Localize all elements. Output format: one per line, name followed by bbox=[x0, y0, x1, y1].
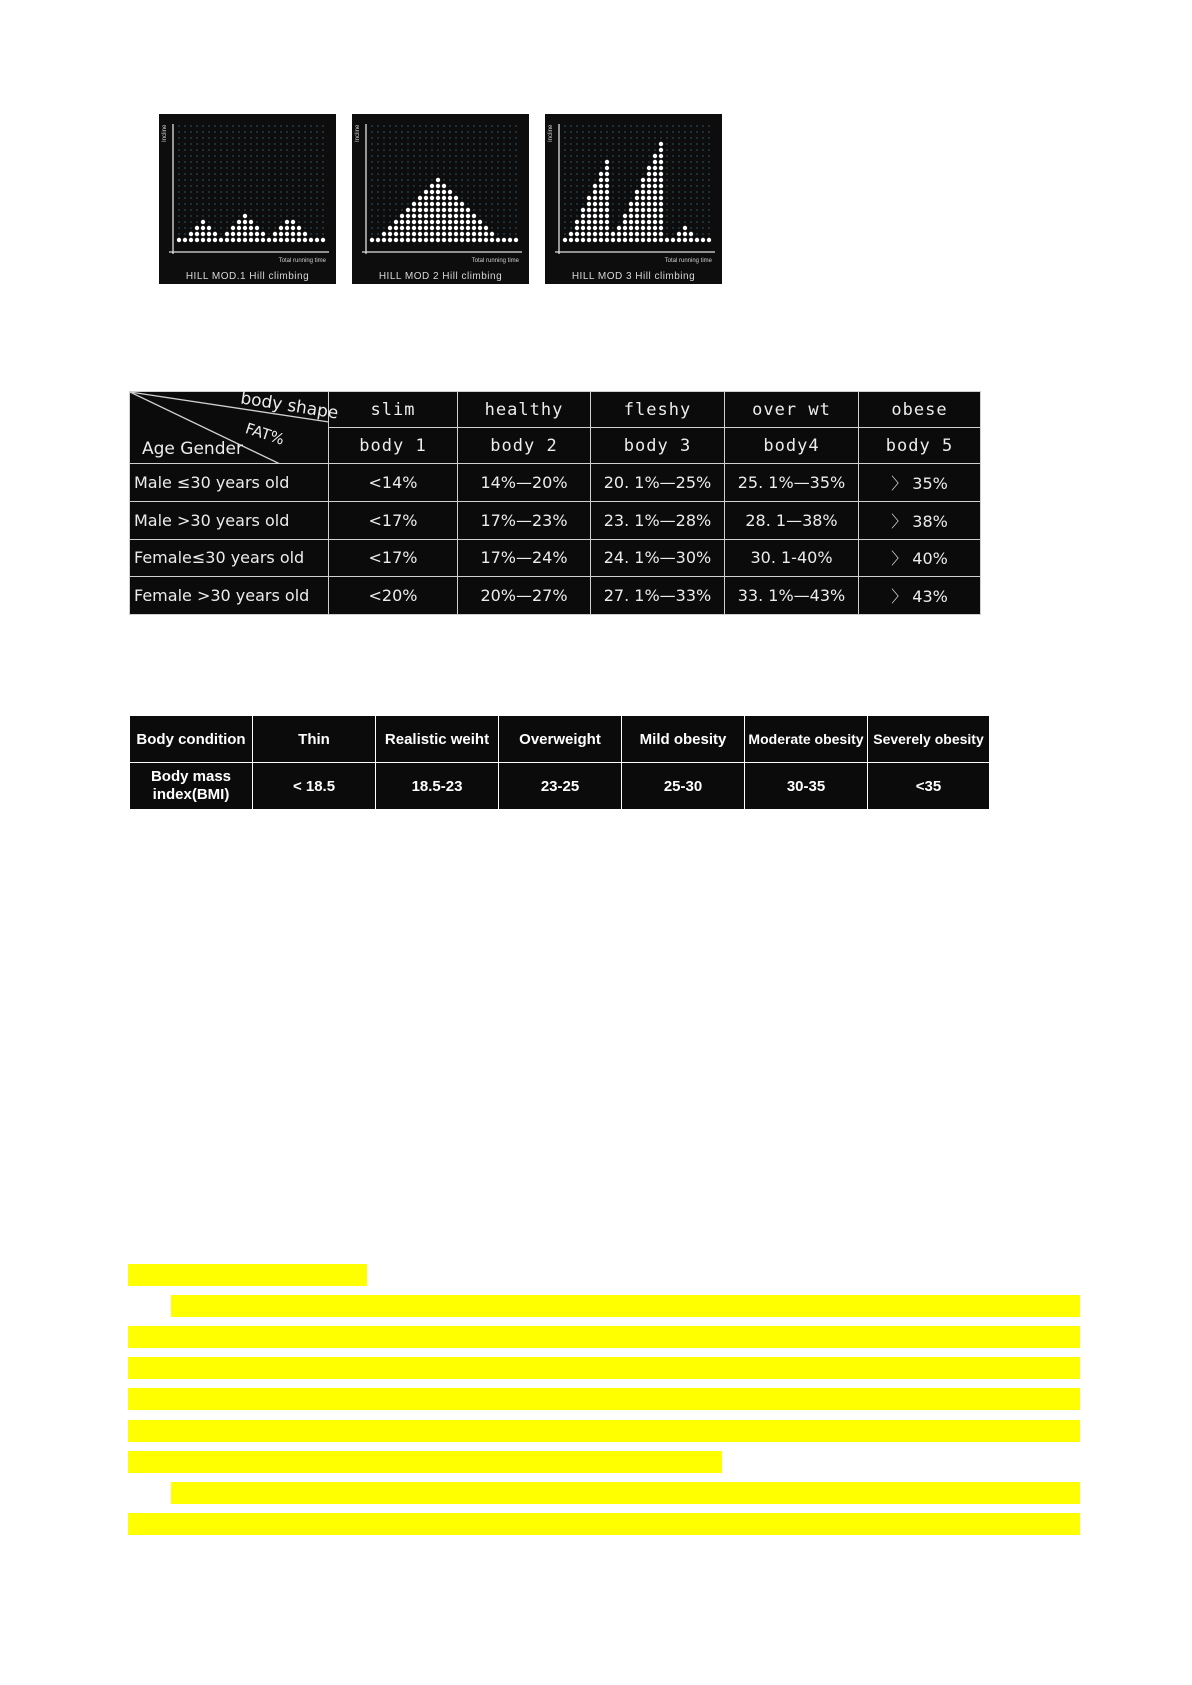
age-gender-label: Age Gender bbox=[142, 439, 243, 459]
fat-cell: 20%—27% bbox=[458, 577, 591, 615]
highlight-line bbox=[128, 1420, 1080, 1442]
fat-cell: 〉 38% bbox=[859, 501, 981, 539]
highlight-line bbox=[128, 1326, 1080, 1348]
bmi-value: <35 bbox=[868, 763, 990, 810]
fat-cell: 17%—24% bbox=[458, 539, 591, 577]
bmi-table bbox=[129, 715, 990, 810]
hill-mode-caption: HILL MOD 2 Hill climbing bbox=[378, 271, 503, 282]
row-label: Female >30 years old bbox=[130, 577, 329, 615]
fat-cell: 〉 35% bbox=[859, 464, 981, 502]
shape-header: slim bbox=[329, 392, 458, 428]
fat-cell: 25. 1%—35% bbox=[725, 464, 859, 502]
body-header: body4 bbox=[725, 428, 859, 464]
table-row bbox=[130, 464, 981, 502]
row-label: Male ≤30 years old bbox=[130, 464, 329, 502]
body-header: body 3 bbox=[591, 428, 725, 464]
y-axis-label: Incline bbox=[162, 124, 168, 142]
body-header: body 2 bbox=[458, 428, 591, 464]
fat-cell: <14% bbox=[329, 464, 458, 502]
fat-cell: 23. 1%—28% bbox=[591, 501, 725, 539]
table-corner-cell bbox=[130, 388, 340, 464]
shape-header: obese bbox=[859, 392, 981, 428]
highlight-line bbox=[128, 1357, 1080, 1379]
bmi-row-label: Body mass index(BMI) bbox=[130, 763, 253, 810]
bmi-value: 25-30 bbox=[622, 763, 745, 810]
hill-mode-caption: HILL MOD 3 Hill climbing bbox=[571, 271, 696, 282]
table-row bbox=[130, 539, 981, 577]
fat-cell: 14%—20% bbox=[458, 464, 591, 502]
bmi-value: < 18.5 bbox=[253, 763, 376, 810]
shape-header: over wt bbox=[725, 392, 859, 428]
hill-mode-2-chart bbox=[352, 114, 529, 264]
highlight-line bbox=[128, 1388, 1080, 1410]
x-axis-label: Total running time bbox=[278, 258, 326, 264]
highlight-line bbox=[128, 1264, 367, 1286]
table-row bbox=[130, 577, 981, 615]
fat-cell: <17% bbox=[329, 501, 458, 539]
fat-cell: 24. 1%—30% bbox=[591, 539, 725, 577]
body-fat-table bbox=[129, 388, 981, 615]
fat-cell: 33. 1%—43% bbox=[725, 577, 859, 615]
condition-header: Realistic weiht bbox=[376, 716, 499, 763]
x-axis-label: Total running time bbox=[471, 258, 519, 264]
fat-cell: 27. 1%—33% bbox=[591, 577, 725, 615]
hill-mode-3-chart bbox=[545, 114, 722, 264]
highlight-line bbox=[128, 1451, 722, 1473]
fat-cell: <20% bbox=[329, 577, 458, 615]
highlight-line bbox=[171, 1295, 1080, 1317]
highlight-line bbox=[171, 1482, 1080, 1504]
bmi-value: 18.5-23 bbox=[376, 763, 499, 810]
y-axis-label: Incline bbox=[548, 124, 554, 142]
condition-header: Severely obesity bbox=[868, 716, 990, 763]
condition-header: Mild obesity bbox=[622, 716, 745, 763]
fat-cell: 17%—23% bbox=[458, 501, 591, 539]
body-header: body 5 bbox=[859, 428, 981, 464]
row-label: Female≤30 years old bbox=[130, 539, 329, 577]
shape-header: fleshy bbox=[591, 392, 725, 428]
hill-mode-2-panel bbox=[352, 114, 529, 284]
fat-cell: 30. 1-40% bbox=[725, 539, 859, 577]
body-shape-label: body shape bbox=[239, 388, 340, 424]
fat-cell: <17% bbox=[329, 539, 458, 577]
condition-header: Overweight bbox=[499, 716, 622, 763]
table-row bbox=[130, 501, 981, 539]
condition-header: Moderate obesity bbox=[745, 716, 868, 763]
hill-mode-caption: HILL MOD.1 Hill climbing bbox=[185, 271, 310, 282]
shape-header: healthy bbox=[458, 392, 591, 428]
fat-cell: 20. 1%—25% bbox=[591, 464, 725, 502]
condition-header: Thin bbox=[253, 716, 376, 763]
x-axis-label: Total running time bbox=[664, 258, 712, 264]
highlight-line bbox=[128, 1513, 1080, 1535]
hill-mode-3-panel bbox=[545, 114, 722, 284]
fat-cell: 28. 1—38% bbox=[725, 501, 859, 539]
fat-cell: 〉 40% bbox=[859, 539, 981, 577]
bmi-value: 23-25 bbox=[499, 763, 622, 810]
bmi-value: 30-35 bbox=[745, 763, 868, 810]
hill-mode-1-chart bbox=[159, 114, 336, 264]
y-axis-label: Incline bbox=[355, 124, 361, 142]
body-condition-header: Body condition bbox=[130, 716, 253, 763]
fat-label: FAT% bbox=[243, 419, 287, 449]
hill-mode-1-panel bbox=[159, 114, 336, 284]
fat-cell: 〉 43% bbox=[859, 577, 981, 615]
body-header: body 1 bbox=[329, 428, 458, 464]
row-label: Male >30 years old bbox=[130, 501, 329, 539]
